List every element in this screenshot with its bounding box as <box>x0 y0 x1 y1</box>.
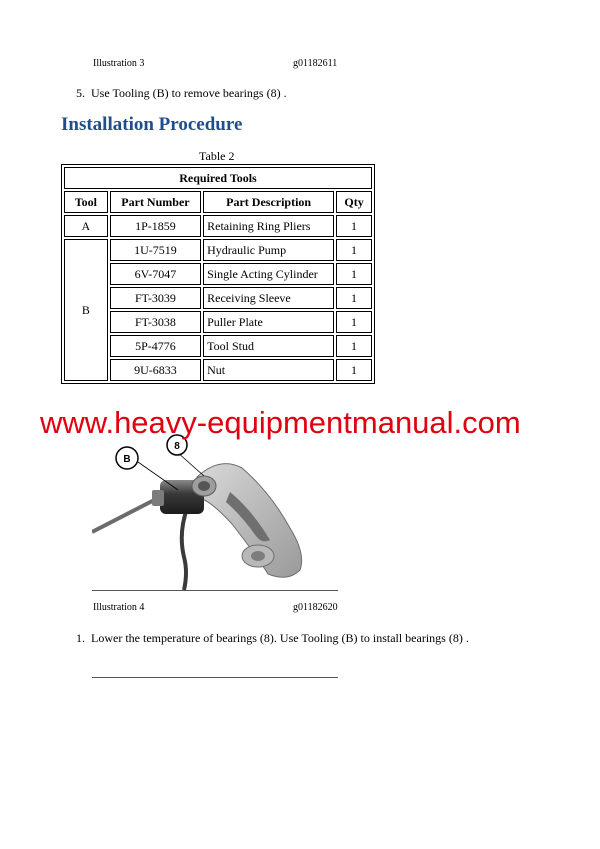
step-text: Lower the temperature of bearings (8). Use Tooling (B) to install bearings (8) . <box>91 631 469 645</box>
cell-part-number: 1U-7519 <box>110 239 201 261</box>
callout-8-label: 8 <box>174 441 180 452</box>
cell-description: Puller Plate <box>203 311 334 333</box>
table-caption: Table 2 <box>199 149 235 163</box>
cell-qty: 1 <box>336 311 372 333</box>
divider <box>92 590 338 591</box>
table-row <box>64 335 372 357</box>
cell-part-number: FT-3039 <box>110 287 201 309</box>
required-tools-table <box>61 164 375 384</box>
cell-part-number: 6V-7047 <box>110 263 201 285</box>
step-5 <box>76 86 287 101</box>
cell-tool: B <box>64 239 108 381</box>
step-number: 5. <box>76 86 85 100</box>
cell-qty: 1 <box>336 287 372 309</box>
header-part-number: Part Number <box>110 191 201 213</box>
cell-part-number: FT-3038 <box>110 311 201 333</box>
callout-b-label: B <box>123 454 131 465</box>
header-qty: Qty <box>336 191 372 213</box>
watermark-text: www.heavy-equipmentmanual.com <box>40 405 521 440</box>
illustration-4-label: Illustration 4 <box>93 602 145 613</box>
header-tool: Tool <box>64 191 108 213</box>
table-header-row <box>64 191 372 213</box>
cell-part-number: 5P-4776 <box>110 335 201 357</box>
cell-qty: 1 <box>336 359 372 381</box>
table-title: Required Tools <box>64 167 372 189</box>
cell-part-number: 1P-1859 <box>110 215 201 237</box>
table-row <box>64 239 372 261</box>
table-row <box>64 263 372 285</box>
table-title-row <box>64 167 372 189</box>
cell-description: Single Acting Cylinder <box>203 263 334 285</box>
bearing-install-illustration <box>92 432 342 592</box>
table-row <box>64 359 372 381</box>
cell-part-number: 9U-6833 <box>110 359 201 381</box>
cell-description: Nut <box>203 359 334 381</box>
illustration-4-code: g01182620 <box>293 602 338 613</box>
table-row <box>64 215 372 237</box>
cell-qty: 1 <box>336 215 372 237</box>
cell-qty: 1 <box>336 263 372 285</box>
cell-qty: 1 <box>336 239 372 261</box>
step-text: Use Tooling (B) to remove bearings (8) . <box>91 86 287 100</box>
cell-qty: 1 <box>336 335 372 357</box>
step-number: 1. <box>76 631 85 645</box>
illustration-3-code: g01182611 <box>293 58 338 69</box>
table-row <box>64 311 372 333</box>
cell-description: Hydraulic Pump <box>203 239 334 261</box>
step-1 <box>76 631 469 646</box>
divider <box>92 677 338 678</box>
illustration-3-label: Illustration 3 <box>93 58 145 69</box>
cell-description: Retaining Ring Pliers <box>203 215 334 237</box>
table-row <box>64 287 372 309</box>
section-heading: Installation Procedure <box>61 114 243 135</box>
cell-description: Receiving Sleeve <box>203 287 334 309</box>
cell-description: Tool Stud <box>203 335 334 357</box>
cell-tool: A <box>64 215 108 237</box>
header-part-description: Part Description <box>203 191 334 213</box>
